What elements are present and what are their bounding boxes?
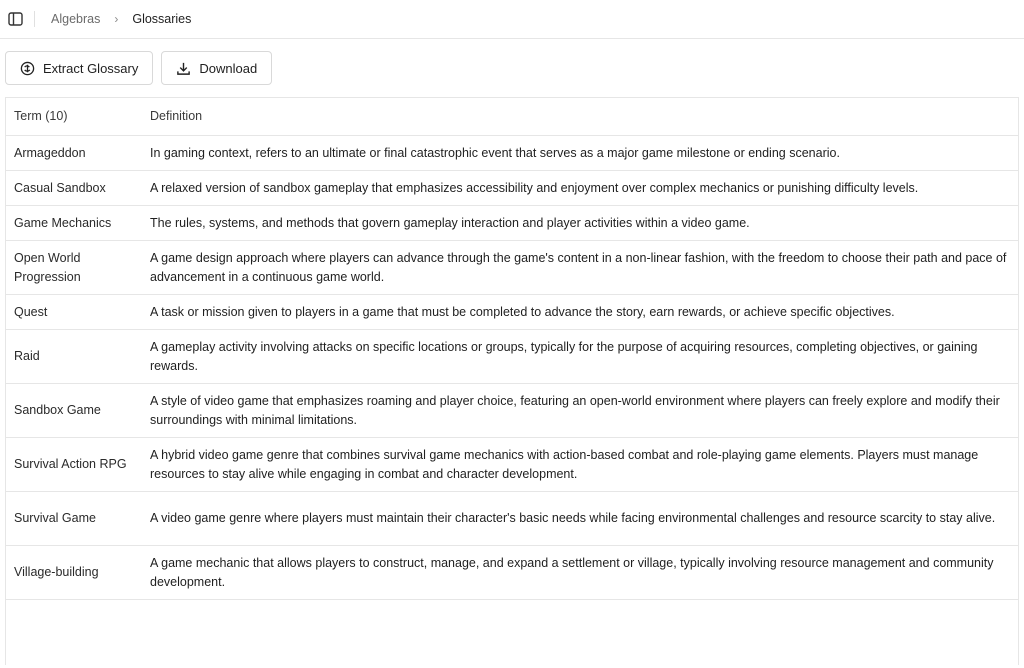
extract-glossary-button[interactable]	[5, 51, 153, 85]
definition-cell: A game mechanic that allows players to construct, manage, and expand a settlement or village, typically involving resource management and community development.	[142, 546, 1018, 600]
table-row[interactable]	[6, 438, 1018, 492]
table-row[interactable]	[6, 206, 1018, 241]
column-header-term[interactable]: Term (10)	[6, 98, 142, 136]
extract-icon	[20, 61, 35, 76]
top-bar	[0, 0, 1024, 39]
table-row[interactable]	[6, 330, 1018, 384]
definition-cell: A gameplay activity involving attacks on specific locations or groups, typically for the purpose of acquiring resources, completing objectives, or gaining rewards.	[142, 330, 1018, 384]
term-cell: Game Mechanics	[6, 206, 142, 241]
term-cell: Armageddon	[6, 136, 142, 171]
definition-cell: A video game genre where players must maintain their character's basic needs while facing environmental challenges and resource scarcity to stay alive.	[142, 492, 1018, 546]
column-header-definition[interactable]: Definition	[142, 98, 1018, 136]
breadcrumb-current: Glossaries	[132, 12, 192, 26]
term-cell: Survival Action RPG	[6, 438, 142, 492]
term-cell: Village-building	[6, 546, 142, 600]
definition-cell: A relaxed version of sandbox gameplay that emphasizes accessibility and enjoyment over complex mechanics or punishing difficulty levels.	[142, 171, 1018, 206]
table-row[interactable]	[6, 136, 1018, 171]
chevron-right-icon: ›	[114, 12, 119, 26]
table-row[interactable]	[6, 384, 1018, 438]
table-row[interactable]	[6, 171, 1018, 206]
term-cell: Casual Sandbox	[6, 171, 142, 206]
extract-glossary-label: Extract Glossary	[43, 60, 139, 76]
definition-cell: A style of video game that emphasizes roaming and player choice, featuring an open-world environment where players can freely explore and modify their surroundings with minimal limitations.	[142, 384, 1018, 438]
definition-cell: The rules, systems, and methods that govern gameplay interaction and player activities within a video game.	[142, 206, 1018, 241]
table-row[interactable]	[6, 295, 1018, 330]
table-row[interactable]	[6, 546, 1018, 600]
breadcrumb	[51, 12, 191, 26]
term-cell: Quest	[6, 295, 142, 330]
download-button[interactable]	[161, 51, 272, 85]
table-header-row	[6, 98, 1018, 136]
term-cell: Raid	[6, 330, 142, 384]
download-label: Download	[199, 60, 258, 76]
divider	[34, 11, 35, 27]
term-cell: Sandbox Game	[6, 384, 142, 438]
definition-cell: A game design approach where players can advance through the game's content in a non-linear fashion, with the freedom to choose their path and pace of advancement in a continuous game world.	[142, 241, 1018, 295]
definition-cell: A task or mission given to players in a game that must be completed to advance the story, earn rewards, or achieve specific objectives.	[142, 295, 1018, 330]
download-icon	[176, 61, 191, 76]
term-cell: Open World Progression	[6, 241, 142, 295]
definition-cell: In gaming context, refers to an ultimate or final catastrophic event that serves as a major game milestone or ending scenario.	[142, 136, 1018, 171]
definition-cell: A hybrid video game genre that combines survival game mechanics with action-based combat and role-playing game elements. Players must manage resources to stay alive while engaging in combat and character development.	[142, 438, 1018, 492]
table-row[interactable]	[6, 492, 1018, 546]
glossary-table	[6, 98, 1018, 600]
sidebar-toggle-icon[interactable]	[6, 10, 24, 28]
toolbar	[0, 39, 1024, 97]
glossary-table-container	[5, 97, 1019, 665]
term-cell: Survival Game	[6, 492, 142, 546]
breadcrumb-parent[interactable]: Algebras	[51, 12, 101, 26]
table-row[interactable]	[6, 241, 1018, 295]
